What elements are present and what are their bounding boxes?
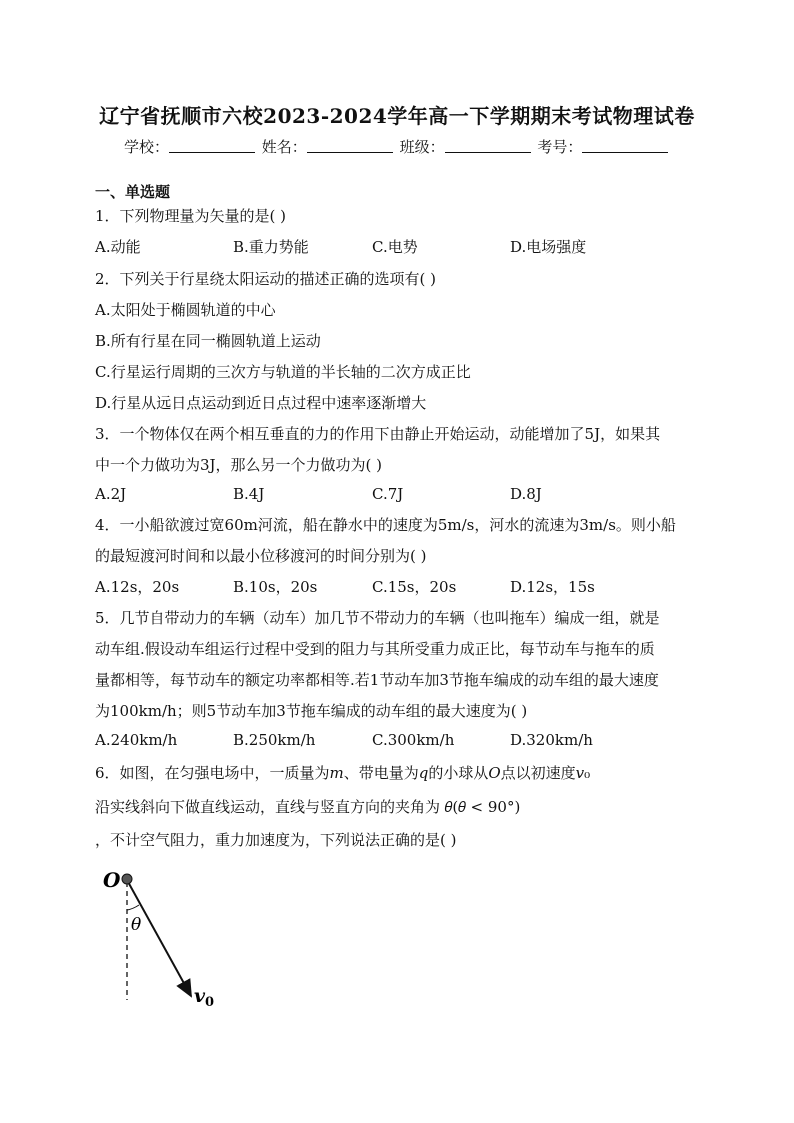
ball-icon	[122, 874, 132, 884]
question-4-option-b[interactable]: B.10s，20s	[233, 578, 318, 596]
question-3-option-b[interactable]: B.4J	[233, 485, 265, 503]
student-info-row	[124, 136, 670, 157]
point-o-label: O	[103, 868, 121, 892]
question-2-option-c[interactable]: C.行星运行周期的三次方与轨道的半长轴的二次方成正比	[95, 363, 471, 381]
question-4-option-d[interactable]: D.12s，15s	[510, 578, 595, 596]
velocity-label	[194, 985, 214, 1010]
question-4-stem-line-1: 4．一小船欲渡过宽60m河流，船在静水中的速度为5m/s，河水的流速为3m/s。则小船	[95, 516, 676, 534]
angle-theta-label: θ	[131, 915, 142, 935]
question-2-stem: 2．下列关于行星绕太阳运动的描述正确的选项有( )	[95, 270, 437, 288]
question-2-option-a[interactable]: A.太阳处于椭圆轨道的中心	[95, 301, 276, 319]
question-1-option-b[interactable]: B.重力势能	[233, 238, 309, 256]
question-4-option-c[interactable]: C.15s，20s	[372, 578, 457, 596]
question-5-stem-line-2: 动车组.假设动车组运行过程中受到的阻力与其所受重力成正比，每节动车与拖车的质	[95, 640, 655, 658]
school-label: 学校：	[124, 138, 170, 156]
question-6-stem-line-3: ，不计空气阻力，重力加速度为，下列说法正确的是( )	[95, 831, 457, 849]
question-1-stem: 1．下列物理量为矢量的是( )	[95, 207, 287, 225]
question-6-figure	[95, 862, 235, 1012]
velocity-symbol: v	[194, 985, 206, 1007]
question-2-option-b[interactable]: B.所有行星在同一椭圆轨道上运动	[95, 332, 321, 350]
question-3-option-d[interactable]: D.8J	[510, 485, 542, 503]
name-label: 姓名：	[261, 138, 307, 156]
section-heading: 一、单选题	[95, 183, 171, 201]
question-5-option-b[interactable]: B.250km/h	[233, 731, 316, 749]
question-1-option-c[interactable]: C.电势	[372, 238, 418, 256]
angle-arc	[127, 905, 139, 910]
question-1-option-a[interactable]: A.动能	[95, 238, 141, 256]
name-blank[interactable]	[307, 138, 393, 153]
question-3-option-c[interactable]: C.7J	[372, 485, 404, 503]
question-5-stem-line-4: 为100km/h；则5节动车加3节拖车编成的动车组的最大速度为( )	[95, 702, 528, 720]
question-1-option-d[interactable]: D.电场强度	[510, 238, 587, 256]
question-4-stem-line-2: 的最短渡河时间和以最小位移渡河的时间分别为( )	[95, 547, 427, 565]
question-3-option-a[interactable]: A.2J	[95, 485, 127, 503]
question-5-stem-line-3: 量都相等，每节动车的额定功率都相等.若1节动车加3节拖车编成的动车组的最大速度	[95, 671, 659, 689]
class-label: 班级：	[399, 138, 445, 156]
question-3-stem-line-2: 中一个力做功为3J，那么另一个力做功为( )	[95, 456, 383, 474]
question-6-stem-line-1: 6．如图，在匀强电场中，一质量为𝑚、带电量为𝑞的小球从𝑂点以初速度𝑣₀	[95, 764, 591, 782]
question-5-stem-line-1: 5．几节自带动力的车辆（动车）加几节不带动力的车辆（也叫拖车）编成一组，就是	[95, 609, 660, 627]
exam-number-blank[interactable]	[582, 138, 668, 153]
exam-title: 辽宁省抚顺市六校2023-2024学年高一下学期期末考试物理试卷	[99, 104, 695, 128]
velocity-direction-line	[127, 880, 191, 996]
question-5-option-a[interactable]: A.240km/h	[95, 731, 178, 749]
question-3-stem-line-1: 3．一个物体仅在两个相互垂直的力的作用下由静止开始运动，动能增加了5J，如果其	[95, 425, 661, 443]
class-blank[interactable]	[445, 138, 531, 153]
velocity-subscript: 0	[205, 995, 215, 1010]
question-4-option-a[interactable]: A.12s，20s	[95, 578, 180, 596]
school-blank[interactable]	[169, 138, 255, 153]
question-5-option-d[interactable]: D.320km/h	[510, 731, 593, 749]
question-6-stem-line-2: 沿实线斜向下做直线运动，直线与竖直方向的夹角为 𝜃(𝜃 < 90°)	[95, 798, 521, 816]
question-5-option-c[interactable]: C.300km/h	[372, 731, 455, 749]
question-2-option-d[interactable]: D.行星从远日点运动到近日点过程中速率逐渐增大	[95, 394, 427, 412]
exam-number-label: 考号：	[537, 138, 583, 156]
